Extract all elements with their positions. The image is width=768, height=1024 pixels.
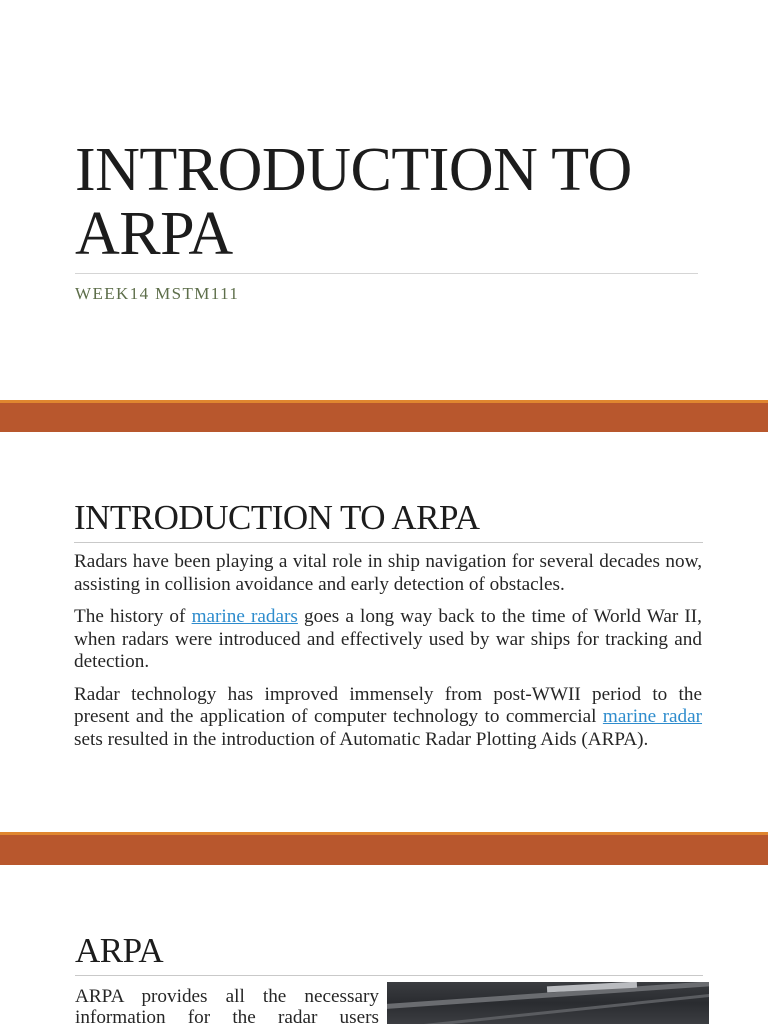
slide-body — [74, 551, 702, 761]
slide-heading: INTRODUCTION TO ARPA — [74, 498, 480, 537]
introduction-slide — [0, 432, 768, 832]
heading-divider — [74, 542, 703, 543]
paragraph-2-start: The history of — [74, 606, 192, 627]
slide-title-line-1: INTRODUCTION TO — [75, 136, 632, 204]
paragraph-3 — [74, 684, 702, 752]
marine-radars-link[interactable]: marine radars — [191, 606, 298, 627]
paragraph-3-start: Radar technology has improved immensely from post-WWII period to the present and the application of computer technology to commercial — [74, 683, 702, 727]
slide-separator-band — [0, 832, 768, 865]
band-edge — [0, 400, 768, 403]
slide-subtitle: WEEK14 MSTM111 — [75, 284, 240, 303]
ship-bridge-photo — [387, 982, 709, 1024]
body-line-2: information for the radar users — [75, 1007, 379, 1024]
slide-separator-band — [0, 400, 768, 432]
title-divider — [75, 273, 698, 274]
slide-title-line-2: ARPA — [75, 200, 233, 268]
title-slide — [0, 0, 768, 400]
slide-title — [75, 138, 715, 266]
slide-body — [75, 986, 379, 1024]
heading-divider — [75, 975, 703, 976]
arpa-slide — [0, 865, 768, 1024]
paragraph-1: Radars have been playing a vital role in ship navigation for several decades now, assisting in collision avoidance and early detection of obstacles. — [74, 551, 702, 595]
slide-heading: ARPA — [75, 931, 164, 970]
paragraph-2 — [74, 606, 702, 674]
band-edge — [0, 832, 768, 835]
marine-radar-link[interactable]: marine radar — [602, 706, 703, 727]
paragraph-2-end: goes a long way back to the time of World War II, when radars were introduced and effectively used by war ships for tracking and detection. — [74, 606, 702, 672]
paragraph-3-end: sets resulted in the introduction of Automatic Radar Plotting Aids (ARPA). — [74, 728, 649, 750]
body-line-1: ARPA provides all the necessary — [75, 986, 379, 1007]
